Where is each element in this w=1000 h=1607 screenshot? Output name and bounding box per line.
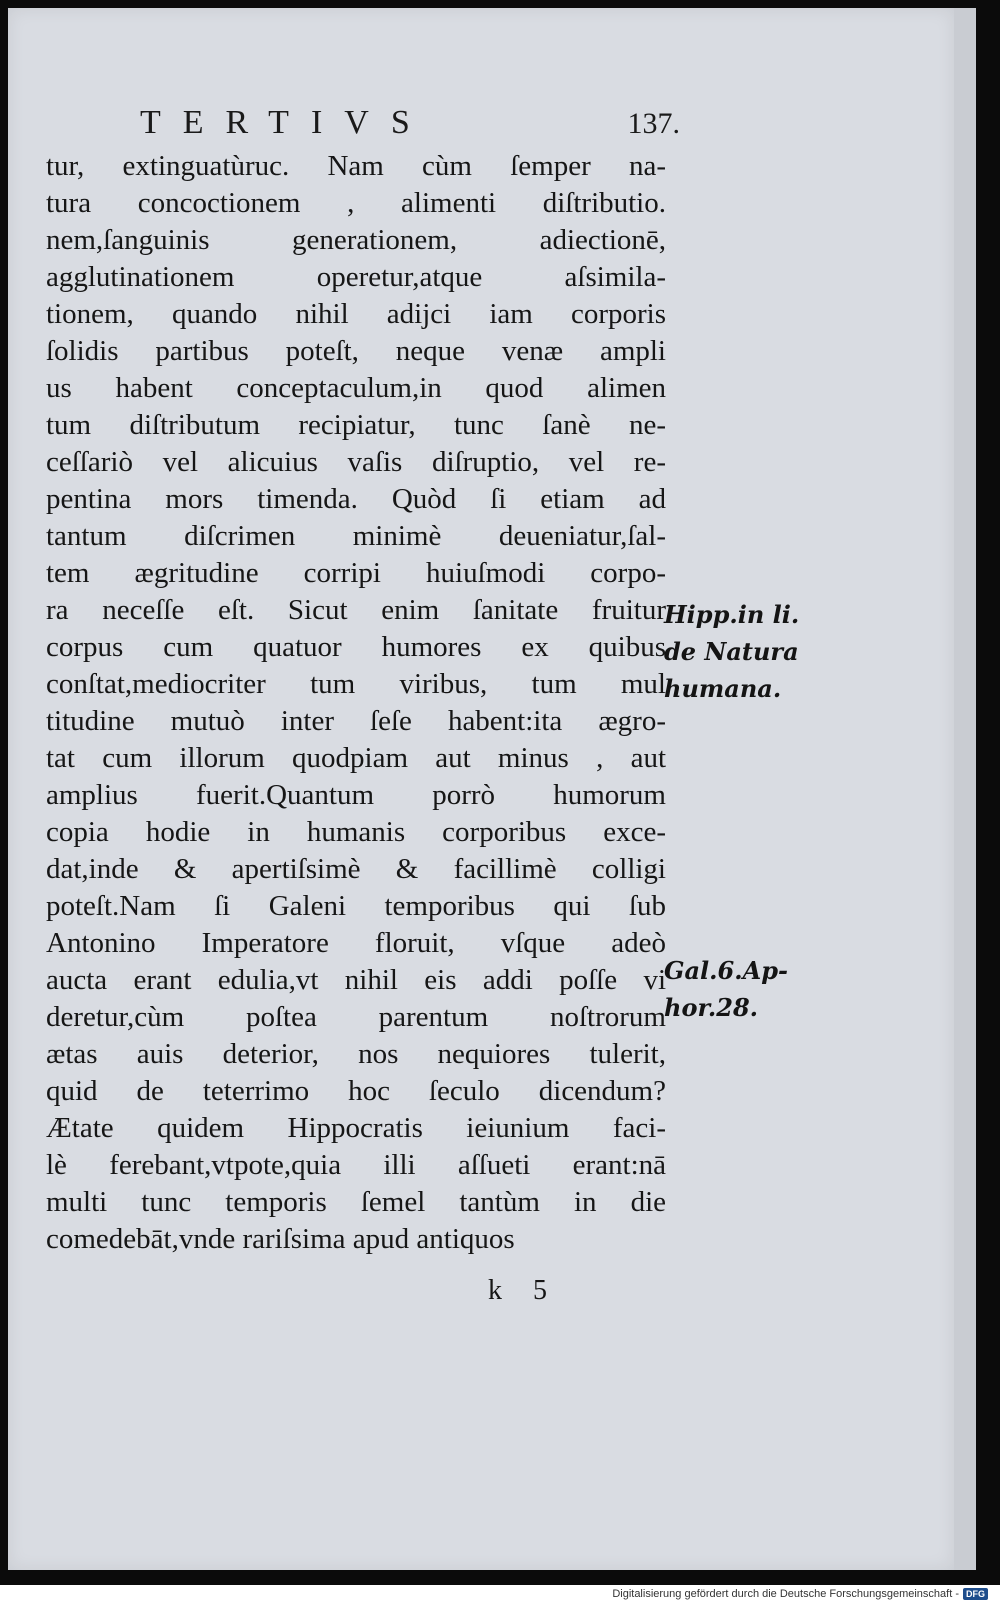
text-line: agglutinationem operetur,atque aſsimila- [46, 261, 666, 293]
text-line: nem,ſanguinis generationem, adiectionē, [46, 224, 666, 256]
text-line: amplius fuerit.Quantum porrò humorum [46, 779, 666, 811]
text-line: corpus cum quatuor humores ex quibus [46, 631, 666, 663]
marginal-note-line: de Natura [664, 637, 799, 666]
text-line: poteſt.Nam ſi Galeni temporibus qui ſub [46, 890, 666, 922]
marginal-note-line: Gal.6.Ap- [664, 956, 788, 985]
credit-text: Digitalisierung gefördert durch die Deutsche Forschungsgemeinschaft - [612, 1588, 959, 1600]
text-line: aucta erant edulia,vt nihil eis addi poſſe vi [46, 964, 666, 996]
text-line: comedebāt,vnde rariſsima apud antiquos [46, 1223, 515, 1255]
text-line: tum diſtributum recipiatur, tunc ſanè ne- [46, 409, 666, 441]
text-line: deretur,cùm poſtea parentum noſtrorum [46, 1001, 666, 1033]
marginal-note-line: humana. [664, 674, 782, 703]
text-line: tem ægritudine corripi huiuſmodi corpo- [46, 557, 666, 589]
text-line: conſtat,mediocriter tum viribus, tum mul [46, 668, 666, 700]
body-text [46, 148, 666, 1258]
text-line: Antonino Imperatore floruit, vſque adeò [46, 927, 666, 959]
marginal-note-line: hor.28. [664, 993, 759, 1022]
running-head [140, 104, 680, 142]
text-line: tionem, quando nihil adijci iam corporis [46, 298, 666, 330]
text-line: Ætate quidem Hippocratis ieiunium faci- [46, 1112, 666, 1144]
text-line: tat cum illorum quodpiam aut minus , aut [46, 742, 666, 774]
running-head-title: TERTIVS [140, 104, 432, 141]
marginal-note-line: Hipp.in li. [664, 600, 800, 629]
text-line: multi tunc temporis ſemel tantùm in die [46, 1186, 666, 1218]
text-line: copia hodie in humanis corporibus exce- [46, 816, 666, 848]
text-line: us habent conceptaculum,in quod alimen [46, 372, 666, 404]
text-line: lè ferebant,vtpote,quia illi aſſueti erant:nā [46, 1149, 666, 1181]
text-line: quid de teterrimo hoc ſeculo dicendum? [46, 1075, 666, 1107]
text-line: tantum diſcrimen minimè deueniatur,ſal- [46, 520, 666, 552]
text-line: tur, extinguatùruc. Nam cùm ſemper na- [46, 150, 666, 182]
dfg-logo[interactable]: DFG [963, 1588, 988, 1600]
digitization-credit [612, 1588, 988, 1600]
marginal-note-hippocrates [664, 596, 799, 707]
text-line: tura concoctionem , alimenti diſtributio. [46, 187, 666, 219]
text-line: pentina mors timenda. Quòd ſi etiam ad [46, 483, 666, 515]
text-line: ceſſariò vel alicuius vaſis diſruptio, vel re- [46, 446, 666, 478]
text-line: ra neceſſe eſt. Sicut enim ſanitate fruitur [46, 594, 666, 626]
page-number: 137. [627, 107, 680, 140]
marginal-note-galen [664, 952, 788, 1026]
page-edge-strip [954, 8, 976, 1570]
text-line: ætas auis deterior, nos nequiores tulerit, [46, 1038, 666, 1070]
text-line: dat,inde & apertiſsimè & facillimè colligi [46, 853, 666, 885]
text-line: ſolidis partibus poteſt, neque venæ ampli [46, 335, 666, 367]
text-line: titudine mutuò inter ſeſe habent:ita ægro- [46, 705, 666, 737]
signature-mark: k 5 [488, 1275, 547, 1306]
